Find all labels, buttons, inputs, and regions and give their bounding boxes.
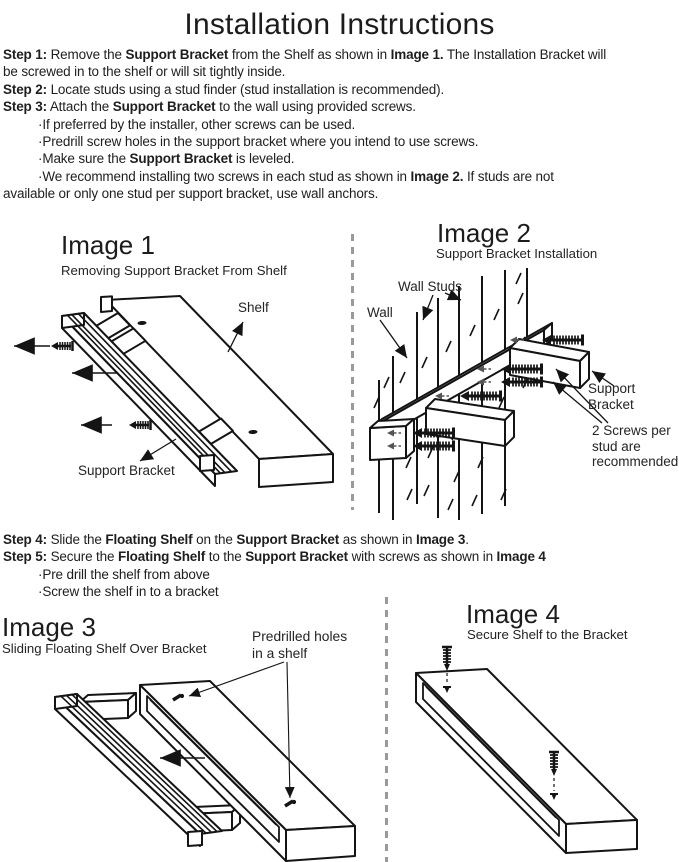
instruction-line: Step 1: Remove the Support Bracket from the Shelf as shown in Image 1. The Installation Bracket will xyxy=(3,47,607,62)
image1-subtitle: Removing Support Bracket From Shelf xyxy=(61,263,287,278)
image4-drawing xyxy=(399,640,679,862)
image3-drawing xyxy=(0,640,390,862)
instruction-line: Step 4: Slide the Floating Shelf on the Support Bracket as shown in Image 3. xyxy=(3,532,469,547)
instruction-line: ·We recommend installing two screws in each stud as shown in Image 2. If studs are not xyxy=(38,168,554,184)
image4-heading: Image 4 xyxy=(466,599,560,629)
section-divider-vertical-top xyxy=(351,234,354,510)
image3-heading: Image 3 xyxy=(2,612,96,642)
instruction-line: available or only one stud per support bracket, use wall anchors. xyxy=(3,186,379,202)
image2-heading: Image 2 xyxy=(437,218,531,248)
image1-heading: Image 1 xyxy=(61,230,155,260)
instructions-steps-4-5 xyxy=(3,531,546,601)
image2-wall-label: Wall xyxy=(367,305,393,320)
instruction-line: ·Pre drill the shelf from above xyxy=(38,566,210,582)
instruction-line: ·Make sure the Support Bracket is leveled. xyxy=(38,151,295,167)
image3-subtitle: Sliding Floating Shelf Over Bracket xyxy=(2,641,207,656)
floating-shelf-shape xyxy=(140,681,355,861)
instruction-line: ·Screw the shelf in to a bracket xyxy=(38,584,219,600)
instruction-line: Step 5: Secure the Floating Shelf to the Support Bracket with screws as shown in Image 4 xyxy=(3,549,546,565)
instruction-line: ·Predrill screw holes in the support bracket where you intend to use screws. xyxy=(38,134,479,150)
image1-support-bracket-label: Support Bracket xyxy=(78,463,175,478)
image3-predrilled-holes-label: Predrilled holes in a shelf xyxy=(252,629,348,661)
image2-support-bracket-label: Support Bracket xyxy=(588,381,636,412)
instructions-steps-1-3 xyxy=(3,46,606,203)
image1-drawing xyxy=(0,280,350,512)
instruction-line: Step 2: Locate studs using a stud finder (stud installation is recommended). xyxy=(3,81,445,97)
floating-shelf-shape xyxy=(416,669,637,853)
instruction-line: be screwed in to the shelf or will sit tightly inside. xyxy=(3,64,286,80)
support-bracket-lower-shape xyxy=(426,399,514,446)
image4-subtitle: Secure Shelf to the Bracket xyxy=(467,627,628,642)
image1-shelf-label: Shelf xyxy=(238,300,269,315)
page-title: Installation Instructions xyxy=(184,8,495,41)
image2-wall-studs-label: Wall Studs xyxy=(398,279,463,294)
instruction-line: Step 3: Attach the Support Bracket to the wall using provided screws. xyxy=(3,99,416,115)
image2-screws-note: 2 Screws per stud are recommended xyxy=(592,423,679,469)
image2-subtitle: Support Bracket Installation xyxy=(436,246,598,261)
instruction-line: ·If preferred by the installer, other screws can be used. xyxy=(38,116,356,132)
rail-end-block-shape xyxy=(370,419,414,460)
